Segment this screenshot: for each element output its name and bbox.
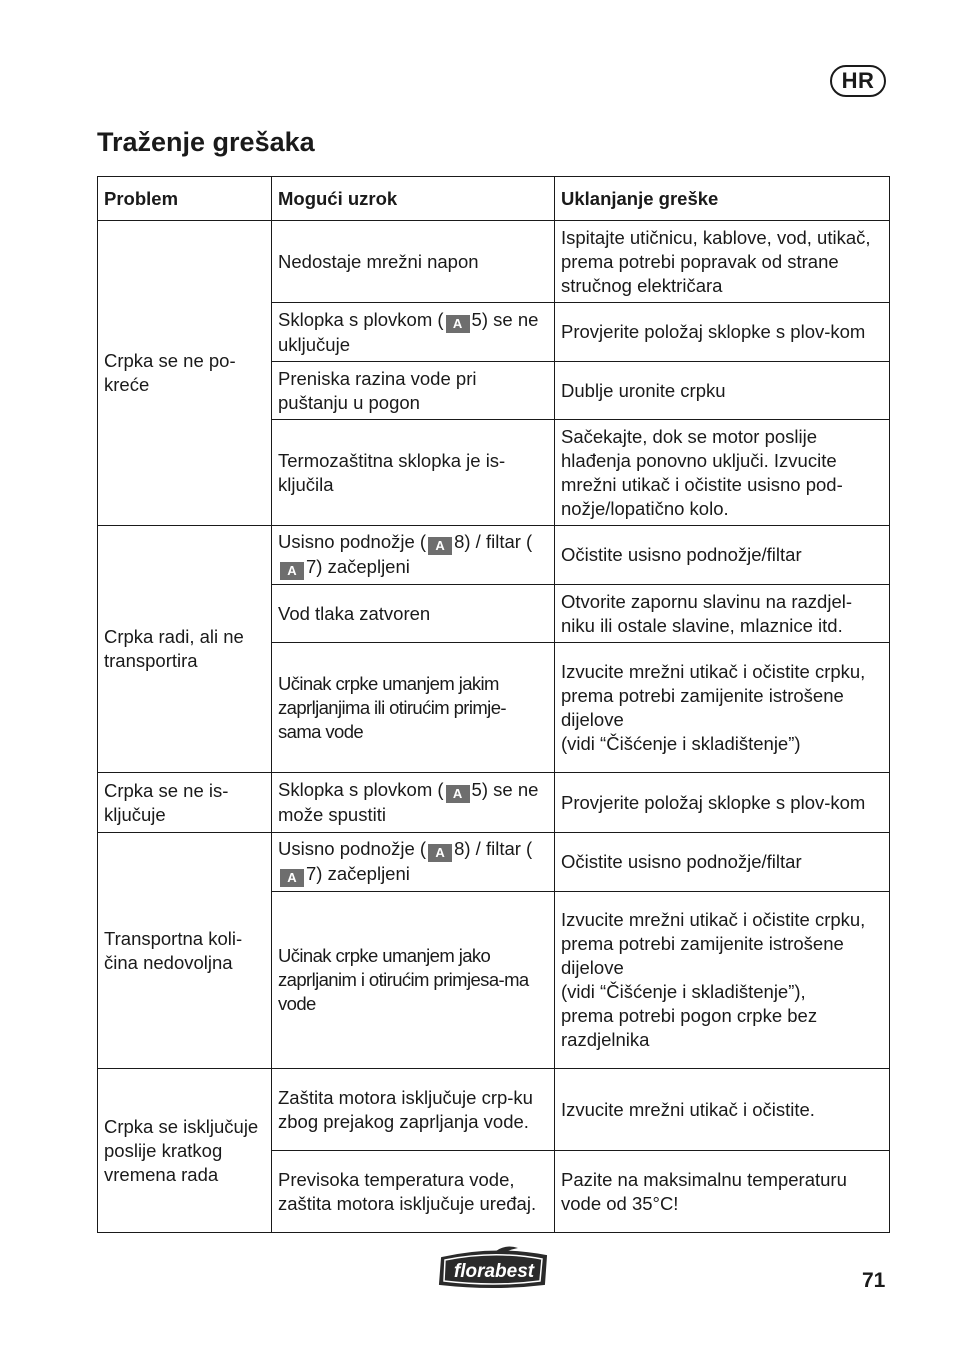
cause-cell	[272, 833, 555, 892]
problem-cell: Crpka se ne po-kreće	[98, 221, 272, 526]
cause-cell	[272, 526, 555, 585]
header-remedy: Uklanjanje greške	[555, 177, 890, 221]
remedy-cell: Ispitajte utičnicu, kablove, vod, utikač, prema potrebi popravak od strane stručnog električara	[555, 221, 890, 303]
cause-cell: Zaštita motora isključuje crp-ku zbog prejakog zaprljanja vode.	[272, 1069, 555, 1151]
remedy-cell: Očistite usisno podnožje/filtar	[555, 526, 890, 585]
cause-text: 8) / filtar (	[454, 838, 533, 859]
troubleshooting-table	[97, 176, 890, 1233]
remedy-cell: Provjerite položaj sklopke s plov-kom	[555, 303, 890, 362]
page-title: Traženje grešaka	[97, 127, 315, 157]
problem-cell: Crpka se isključuje poslije kratkog vremena rada	[98, 1069, 272, 1233]
problem-cell: Crpka se ne is-ključuje	[98, 773, 272, 833]
remedy-cell: Provjerite položaj sklopke s plov-kom	[555, 773, 890, 833]
remedy-line: prema potrebi zamijenite istrošene dijelove	[561, 933, 844, 978]
header-cause: Mogući uzrok	[272, 177, 555, 221]
table-row	[98, 773, 890, 833]
cause-text: 5) se ne može spustiti	[278, 779, 539, 825]
figure-a-reference-icon: A	[280, 562, 304, 580]
page-number: 71	[862, 1269, 886, 1292]
remedy-cell: Pazite na maksimalnu temperaturu vode od 35°C!	[555, 1151, 890, 1233]
figure-a-reference-icon: A	[280, 869, 304, 887]
remedy-line: prema potrebi pogon crpke bez razdjelnika	[561, 1005, 818, 1050]
table-row	[98, 221, 890, 303]
cause-text: 8) / filtar (	[454, 531, 533, 552]
cause-cell	[272, 773, 555, 833]
remedy-line: Izvucite mrežni utikač i očistite crpku,	[561, 660, 866, 682]
cause-cell: Previsoka temperatura vode, zaštita motora isključuje uređaj.	[272, 1151, 555, 1233]
figure-a-reference-icon: A	[428, 844, 452, 862]
cause-text: 5) se ne uključuje	[278, 308, 539, 355]
logo-text: florabest	[453, 1261, 535, 1282]
cause-text: Usisno podnožje (	[278, 838, 427, 859]
remedy-cell: Dublje uronite crpku	[555, 362, 890, 420]
cause-cell: Vod tlaka zatvoren	[272, 585, 555, 643]
table-header-row	[98, 177, 890, 221]
problem-cell: Crpka radi, ali ne transportira	[98, 526, 272, 773]
problem-cell: Transportna koli-čina nedovoljna	[98, 833, 272, 1069]
cause-text: Sklopka s plovkom (	[278, 308, 444, 330]
remedy-cell: Sačekajte, dok se motor poslije hlađenja ponovno uključi. Izvucite mrežni utikač i očistite usisno pod-nožje/lopatično kolo.	[555, 420, 890, 526]
cause-cell: Nedostaje mrežni napon	[272, 221, 555, 303]
remedy-cell	[555, 892, 890, 1069]
cause-cell: Preniska razina vode pri puštanju u pogon	[272, 362, 555, 420]
remedy-cell: Izvucite mrežni utikač i očistite.	[555, 1069, 890, 1151]
cause-text: 7) začepljeni	[306, 863, 410, 884]
remedy-cell: Otvorite zapornu slavinu na razdjel-niku ili ostale slavine, mlaznice itd.	[555, 585, 890, 643]
figure-a-reference-icon: A	[446, 315, 470, 333]
florabest-logo	[436, 1244, 552, 1290]
language-badge: HR	[830, 65, 886, 97]
remedy-line: Izvucite mrežni utikač i očistite crpku,	[561, 909, 866, 930]
header-problem: Problem	[98, 177, 272, 221]
remedy-cell: Očistite usisno podnožje/filtar	[555, 833, 890, 892]
table-row	[98, 1069, 890, 1151]
remedy-line: (vidi “Čišćenje i skladištenje”)	[561, 732, 801, 754]
cause-text: Sklopka s plovkom (	[278, 779, 444, 800]
table-row	[98, 526, 890, 585]
cause-cell	[272, 303, 555, 362]
cause-cell: Termozaštitna sklopka je is-ključila	[272, 420, 555, 526]
table-row	[98, 833, 890, 892]
remedy-line: (vidi “Čišćenje i skladištenje”),	[561, 981, 806, 1002]
cause-cell: Učinak crpke umanjem jakim zaprljanjima ili otirućim primje-sama vode	[272, 643, 555, 773]
cause-text: 7) začepljeni	[306, 556, 410, 577]
figure-a-reference-icon: A	[428, 537, 452, 555]
cause-cell: Učinak crpke umanjem jako zaprljanim i otirućim primjesa-ma vode	[272, 892, 555, 1069]
cause-text: Usisno podnožje (	[278, 531, 427, 552]
remedy-cell	[555, 643, 890, 773]
figure-a-reference-icon: A	[446, 785, 470, 803]
remedy-line: prema potrebi zamijenite istrošene dijelove	[561, 684, 844, 730]
